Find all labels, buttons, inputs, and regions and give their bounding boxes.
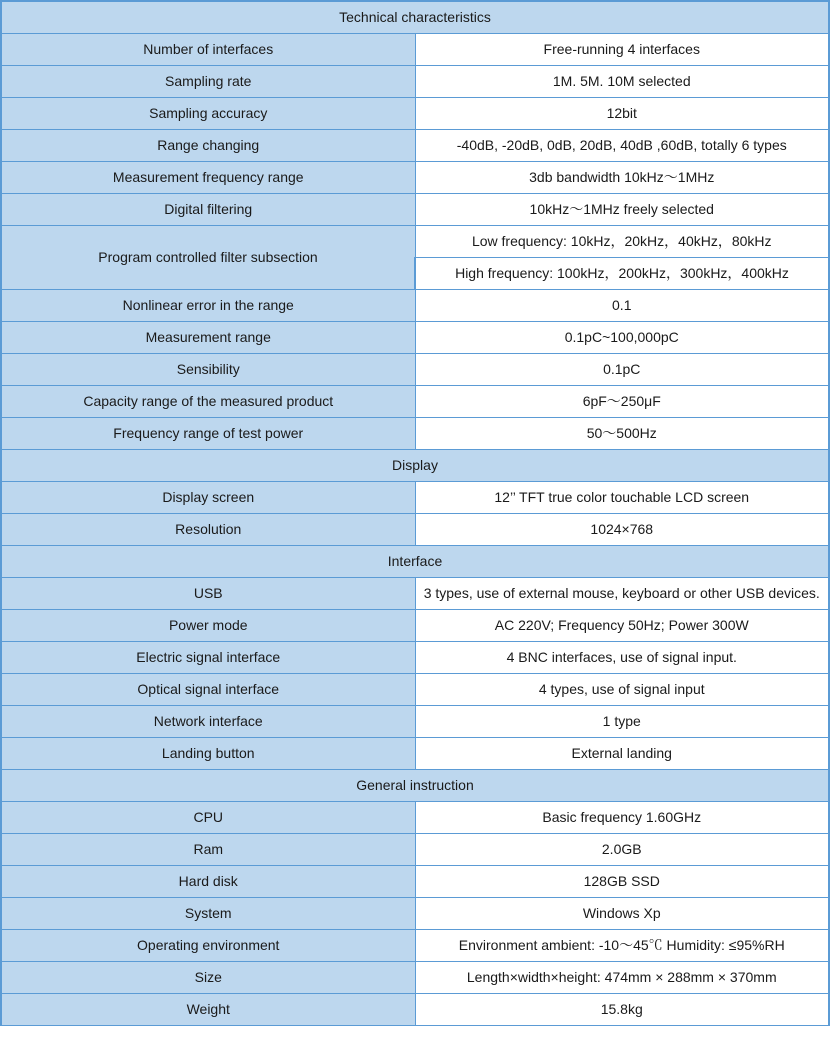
row-label: Sensibility: [1, 353, 415, 385]
row-label: Number of interfaces: [1, 33, 415, 65]
table-row: [1, 417, 829, 449]
table-row: [1, 65, 829, 97]
table-row: [1, 993, 829, 1025]
table-row: [1, 481, 829, 513]
row-value: AC 220V; Frequency 50Hz; Power 300W: [415, 609, 829, 641]
row-label: System: [1, 897, 415, 929]
row-value: 15.8kg: [415, 993, 829, 1025]
table-row: [1, 705, 829, 737]
row-label: Sampling rate: [1, 65, 415, 97]
table-row: [1, 929, 829, 961]
row-value: Free-running 4 interfaces: [415, 33, 829, 65]
table-row: [1, 513, 829, 545]
row-label: Sampling accuracy: [1, 97, 415, 129]
section-header-row: [1, 1, 829, 33]
row-value: 10kHz～1MHz freely selected: [415, 193, 829, 225]
row-label: Optical signal interface: [1, 673, 415, 705]
table-row: [1, 641, 829, 673]
row-value: 6pF～250μF: [415, 385, 829, 417]
row-label: Display screen: [1, 481, 415, 513]
row-value: 3 types, use of external mouse, keyboard or other USB devices.: [415, 577, 829, 609]
table-row: [1, 193, 829, 225]
row-label: CPU: [1, 801, 415, 833]
table-row: [1, 961, 829, 993]
row-value: 1024×768: [415, 513, 829, 545]
section-title-technical-characteristics: Technical characteristics: [1, 1, 829, 33]
row-label: Network interface: [1, 705, 415, 737]
row-label: Frequency range of test power: [1, 417, 415, 449]
row-value: 1 type: [415, 705, 829, 737]
row-value: 0.1pC~100,000pC: [415, 321, 829, 353]
row-value: 128GB SSD: [415, 865, 829, 897]
row-label: Operating environment: [1, 929, 415, 961]
row-value: 12’’ TFT true color touchable LCD screen: [415, 481, 829, 513]
table-row: [1, 609, 829, 641]
table-row: [1, 321, 829, 353]
table-row: [1, 897, 829, 929]
row-value: Basic frequency 1.60GHz: [415, 801, 829, 833]
table-row: [1, 673, 829, 705]
row-label: Capacity range of the measured product: [1, 385, 415, 417]
row-value: 12bit: [415, 97, 829, 129]
row-value: 4 types, use of signal input: [415, 673, 829, 705]
row-label: Resolution: [1, 513, 415, 545]
row-value: -40dB, -20dB, 0dB, 20dB, 40dB ,60dB, totally 6 types: [415, 129, 829, 161]
section-header-row: [1, 449, 829, 481]
table-row: [1, 33, 829, 65]
table-row: [1, 353, 829, 385]
row-label: Landing button: [1, 737, 415, 769]
row-label: Nonlinear error in the range: [1, 289, 415, 321]
row-label: USB: [1, 577, 415, 609]
table-row: [1, 801, 829, 833]
row-label: Weight: [1, 993, 415, 1025]
section-header-row: [1, 545, 829, 577]
row-value: 0.1: [415, 289, 829, 321]
row-label: Power mode: [1, 609, 415, 641]
row-value: External landing: [415, 737, 829, 769]
row-value: 4 BNC interfaces, use of signal input.: [415, 641, 829, 673]
table-row: [1, 833, 829, 865]
section-title-display: Display: [1, 449, 829, 481]
table-row: [1, 737, 829, 769]
row-value: 1M. 5M. 10M selected: [415, 65, 829, 97]
row-label: Measurement frequency range: [1, 161, 415, 193]
table-row: [1, 577, 829, 609]
table-row: [1, 97, 829, 129]
row-label: Program controlled filter subsection: [1, 225, 415, 289]
row-value-high-frequency: High frequency: 100kHz，200kHz，300kHz，400kHz: [415, 257, 829, 289]
row-label: Digital filtering: [1, 193, 415, 225]
row-label: Measurement range: [1, 321, 415, 353]
section-title-general-instruction: General instruction: [1, 769, 829, 801]
table-row: [1, 865, 829, 897]
row-value: Length×width×height: 474mm × 288mm × 370mm: [415, 961, 829, 993]
table-row: [1, 225, 829, 257]
row-label: Size: [1, 961, 415, 993]
row-value: 2.0GB: [415, 833, 829, 865]
row-value: 50～500Hz: [415, 417, 829, 449]
section-title-interface: Interface: [1, 545, 829, 577]
row-label: Range changing: [1, 129, 415, 161]
table-row: [1, 289, 829, 321]
section-header-row: [1, 769, 829, 801]
table-row: [1, 129, 829, 161]
row-value: 3db bandwidth 10kHz～1MHz: [415, 161, 829, 193]
row-label: Hard disk: [1, 865, 415, 897]
row-value: Environment ambient: -10～45℃ Humidity: ≤95%RH: [415, 929, 829, 961]
table-row: [1, 161, 829, 193]
row-value-low-frequency: Low frequency: 10kHz，20kHz，40kHz，80kHz: [415, 225, 829, 257]
row-label: Ram: [1, 833, 415, 865]
spec-table-body: [1, 1, 829, 1025]
row-value: 0.1pC: [415, 353, 829, 385]
table-row: [1, 385, 829, 417]
row-label: Electric signal interface: [1, 641, 415, 673]
row-value: Windows Xp: [415, 897, 829, 929]
